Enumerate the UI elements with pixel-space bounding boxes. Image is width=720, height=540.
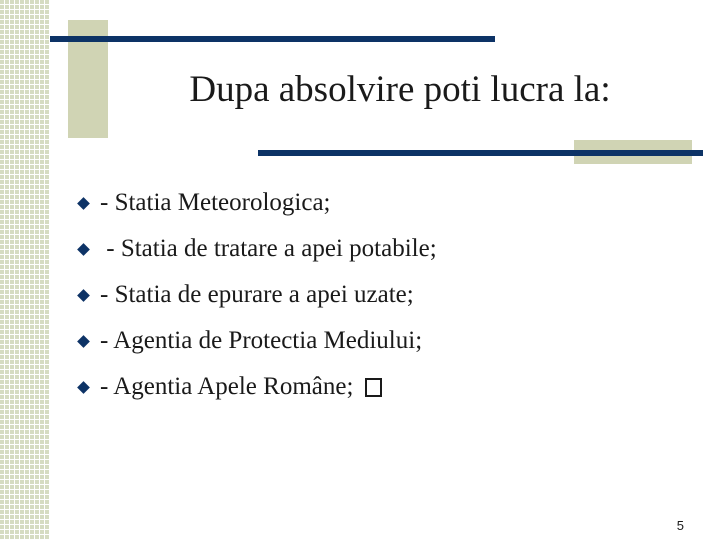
decorative-stripe-column [0, 0, 50, 540]
diamond-bullet-icon [77, 289, 90, 302]
diamond-bullet-icon [77, 381, 90, 394]
page-number: 5 [676, 518, 684, 533]
bullet-text: - Agentia Apele Române; [100, 373, 354, 400]
list-item [76, 272, 437, 318]
slide-title: Dupa absolvire poti lucra la: [189, 69, 611, 110]
bullet-text: - Statia de epurare a apei uzate; [100, 281, 414, 308]
bullet-list [76, 180, 437, 410]
bullet-text: - Agentia de Protectia Mediului; [100, 327, 423, 354]
list-item [76, 180, 437, 226]
diamond-bullet-icon [77, 335, 90, 348]
decorative-rule-top [50, 36, 495, 42]
list-item [76, 226, 437, 272]
diamond-bullet-icon [77, 197, 90, 210]
bullet-text: - Statia de tratare a apei potabile; [100, 235, 437, 262]
diamond-bullet-icon [77, 243, 90, 256]
decorative-rule-bottom [258, 150, 703, 156]
list-item [76, 364, 437, 410]
list-item [76, 318, 437, 364]
missing-glyph-box-icon [365, 378, 382, 397]
bullet-text: - Statia Meteorologica; [100, 189, 331, 216]
